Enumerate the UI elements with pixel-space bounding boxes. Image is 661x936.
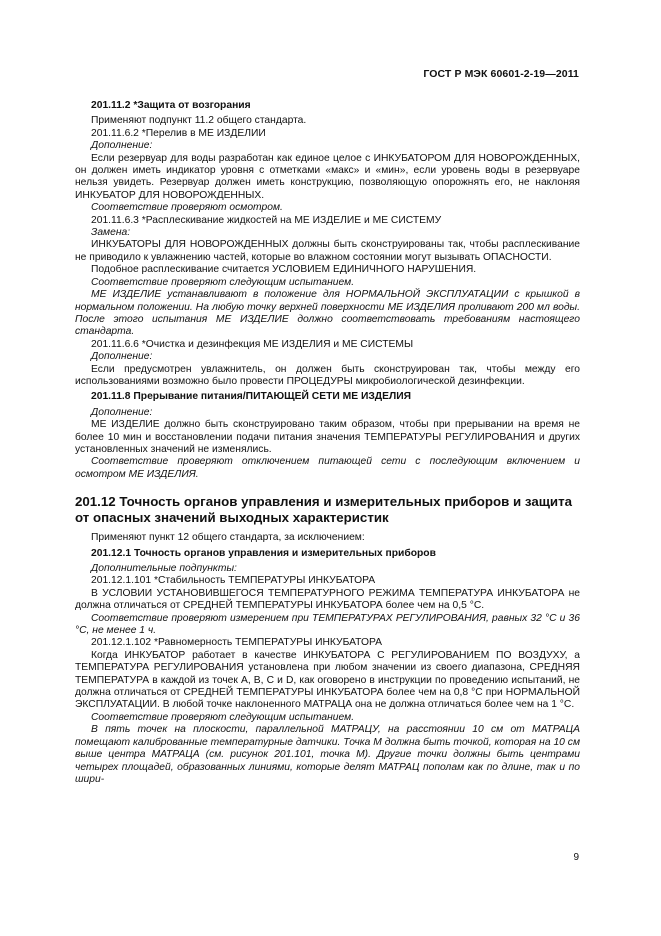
amendment-label: Дополнение: bbox=[91, 406, 153, 418]
amendment-label: Дополнительные подпункты: bbox=[91, 563, 237, 574]
amendment-label: Дополнение: bbox=[91, 140, 153, 152]
paragraph: МЕ ИЗДЕЛИЕ должно быть сконструировано таким образом, чтобы при прерывании на время не более 10 мин и восстановлении подачи питания значения ТЕМПЕРАТУРЫ РЕГУЛИРОВАНИЯ и других установленных значений не изменялись. bbox=[75, 419, 580, 455]
document-body bbox=[75, 100, 580, 786]
amendment-label: Дополнение: bbox=[91, 351, 153, 363]
paragraph: В УСЛОВИИ УСТАНОВИВШЕГОСЯ ТЕМПЕРАТУРНОГО РЕЖИМА ТЕМПЕРАТУРА ИНКУБАТОРА не должна отличаться от СРЕДНЕЙ ТЕМПЕРАТУРЫ ИНКУБАТОРА более чем на 0,5 °С. bbox=[75, 587, 580, 612]
test-description: В пять точек на плоскости, параллельной МАТРАЦУ, на расстоянии 10 см от МАТРАЦА помещают калиброванные температурные датчики. Точка М должна быть точкой, которая на 10 см выше центра МАТРАЦА (см. рисунок 201.101, точка М). Другие точки должны быть центрами четырех площадей, образованных линиями, которые делят МАТРАЦ пополам как по длине, так и по шири- bbox=[75, 724, 580, 785]
clause-heading: 201.11.8 Прерывание питания/ПИТАЮЩЕЙ СЕТИ МЕ ИЗДЕЛИЯ bbox=[91, 391, 412, 403]
subclause-title: 201.11.6.3 *Расплескивание жидкостей на МЕ ИЗДЕЛИЕ и МЕ СИСТЕМУ bbox=[91, 214, 442, 226]
paragraph: Применяют пункт 12 общего стандарта, за исключением: bbox=[91, 532, 365, 544]
page-number: 9 bbox=[573, 852, 579, 863]
paragraph: Когда ИНКУБАТОР работает в качестве ИНКУБАТОРА С РЕГУЛИРОВАНИЕМ ПО ВОЗДУХУ, а ТЕМПЕРАТУРА РЕГУЛИРОВАНИЯ установлена при любом значении из своего диапазона, СРЕДНЯЯ ТЕМПЕРАТУРА в каждой из точек А, В, С и D, как оговорено в инструкции по проведению испытаний, не должна отличаться от СРЕДНЕЙ ТЕМПЕРАТУРЫ ИНКУБАТОРА более чем на 0,8 °С при НОРМАЛЬНОЙ ЭКСПЛУАТАЦИИ. В любой точке наклоненного МАТРАЦА она не должна отличаться более чем на 1 °С. bbox=[75, 649, 580, 711]
subclause-title: 201.12.1.101 *Стабильность ТЕМПЕРАТУРЫ ИНКУБАТОРА bbox=[91, 575, 376, 587]
amendment-label: Замена: bbox=[91, 227, 131, 239]
compliance-note: Соответствие проверяют отключением питающей сети с последующим включением и осмотром МЕ ИЗДЕЛИЯ. bbox=[75, 456, 580, 480]
subclause-title: 201.11.6.6 *Очистка и дезинфекция МЕ ИЗДЕЛИЯ и МЕ СИСТЕМЫ bbox=[91, 338, 414, 350]
paragraph: Подобное расплескивание считается УСЛОВИЕМ ЕДИНИЧНОГО НАРУШЕНИЯ. bbox=[91, 264, 477, 276]
subclause-title: 201.12.1.102 *Равномерность ТЕМПЕРАТУРЫ ИНКУБАТОРА bbox=[91, 637, 383, 649]
clause-heading: 201.11.2 *Защита от возгорания bbox=[91, 100, 251, 111]
document-header-id: ГОСТ Р МЭК 60601-2-19—2011 bbox=[423, 68, 579, 80]
paragraph: ИНКУБАТОРЫ ДЛЯ НОВОРОЖДЕННЫХ должны быть сконструированы так, чтобы расплескивание не приводило к увлажнению частей, которые во влажном состоянии могут вызывать ОПАСНОСТИ. bbox=[75, 239, 580, 263]
compliance-note: Соответствие проверяют следующим испытанием. bbox=[91, 711, 355, 723]
paragraph: Если предусмотрен увлажнитель, он должен быть сконструирован так, чтобы между его использованиями возможно было провести ПРОЦЕДУРЫ микробиологической дезинфекции. bbox=[75, 363, 580, 387]
compliance-note: Соответствие проверяют осмотром. bbox=[91, 202, 283, 214]
section-heading: 201.12 Точность органов управления и измерительных приборов и защита от опасных значений выходных характеристик bbox=[75, 494, 573, 526]
clause-heading: 201.12.1 Точность органов управления и измерительных приборов bbox=[91, 547, 436, 559]
paragraph: Если резервуар для воды разработан как единое целое с ИНКУБАТОРОМ ДЛЯ НОВОРОЖДЕННЫХ, он должен иметь индикатор уровня с отметками «макс» и «мин», если уровень воды в резервуаре нельзя увидеть. Резервуар должен иметь конструкцию, позволяющую опорожнять его, не наклоняя ИНКУБАТОР ДЛЯ НОВОРОЖДЕННЫХ. bbox=[75, 152, 580, 201]
compliance-note: Соответствие проверяют следующим испытанием. bbox=[91, 276, 355, 288]
compliance-note: Соответствие проверяют измерением при ТЕМПЕРАТУРАХ РЕГУЛИРОВАНИЯ, равных 32 °С и 36 °С, не менее 1 ч. bbox=[75, 612, 580, 637]
test-description: МЕ ИЗДЕЛИЕ устанавливают в положение для НОРМАЛЬНОЙ ЭКСПЛУАТАЦИИ с крышкой в нормальном положении. На любую точку верхней поверхности МЕ ИЗДЕЛИЯ проливают 200 мл воды. После этого испытания МЕ ИЗДЕЛИЕ должно соответствовать требованиям настоящего стандарта. bbox=[75, 289, 580, 338]
subclause-title: 201.11.6.2 *Перелив в МЕ ИЗДЕЛИИ bbox=[91, 127, 266, 139]
paragraph: Применяют подпункт 11.2 общего стандарта. bbox=[91, 115, 307, 127]
